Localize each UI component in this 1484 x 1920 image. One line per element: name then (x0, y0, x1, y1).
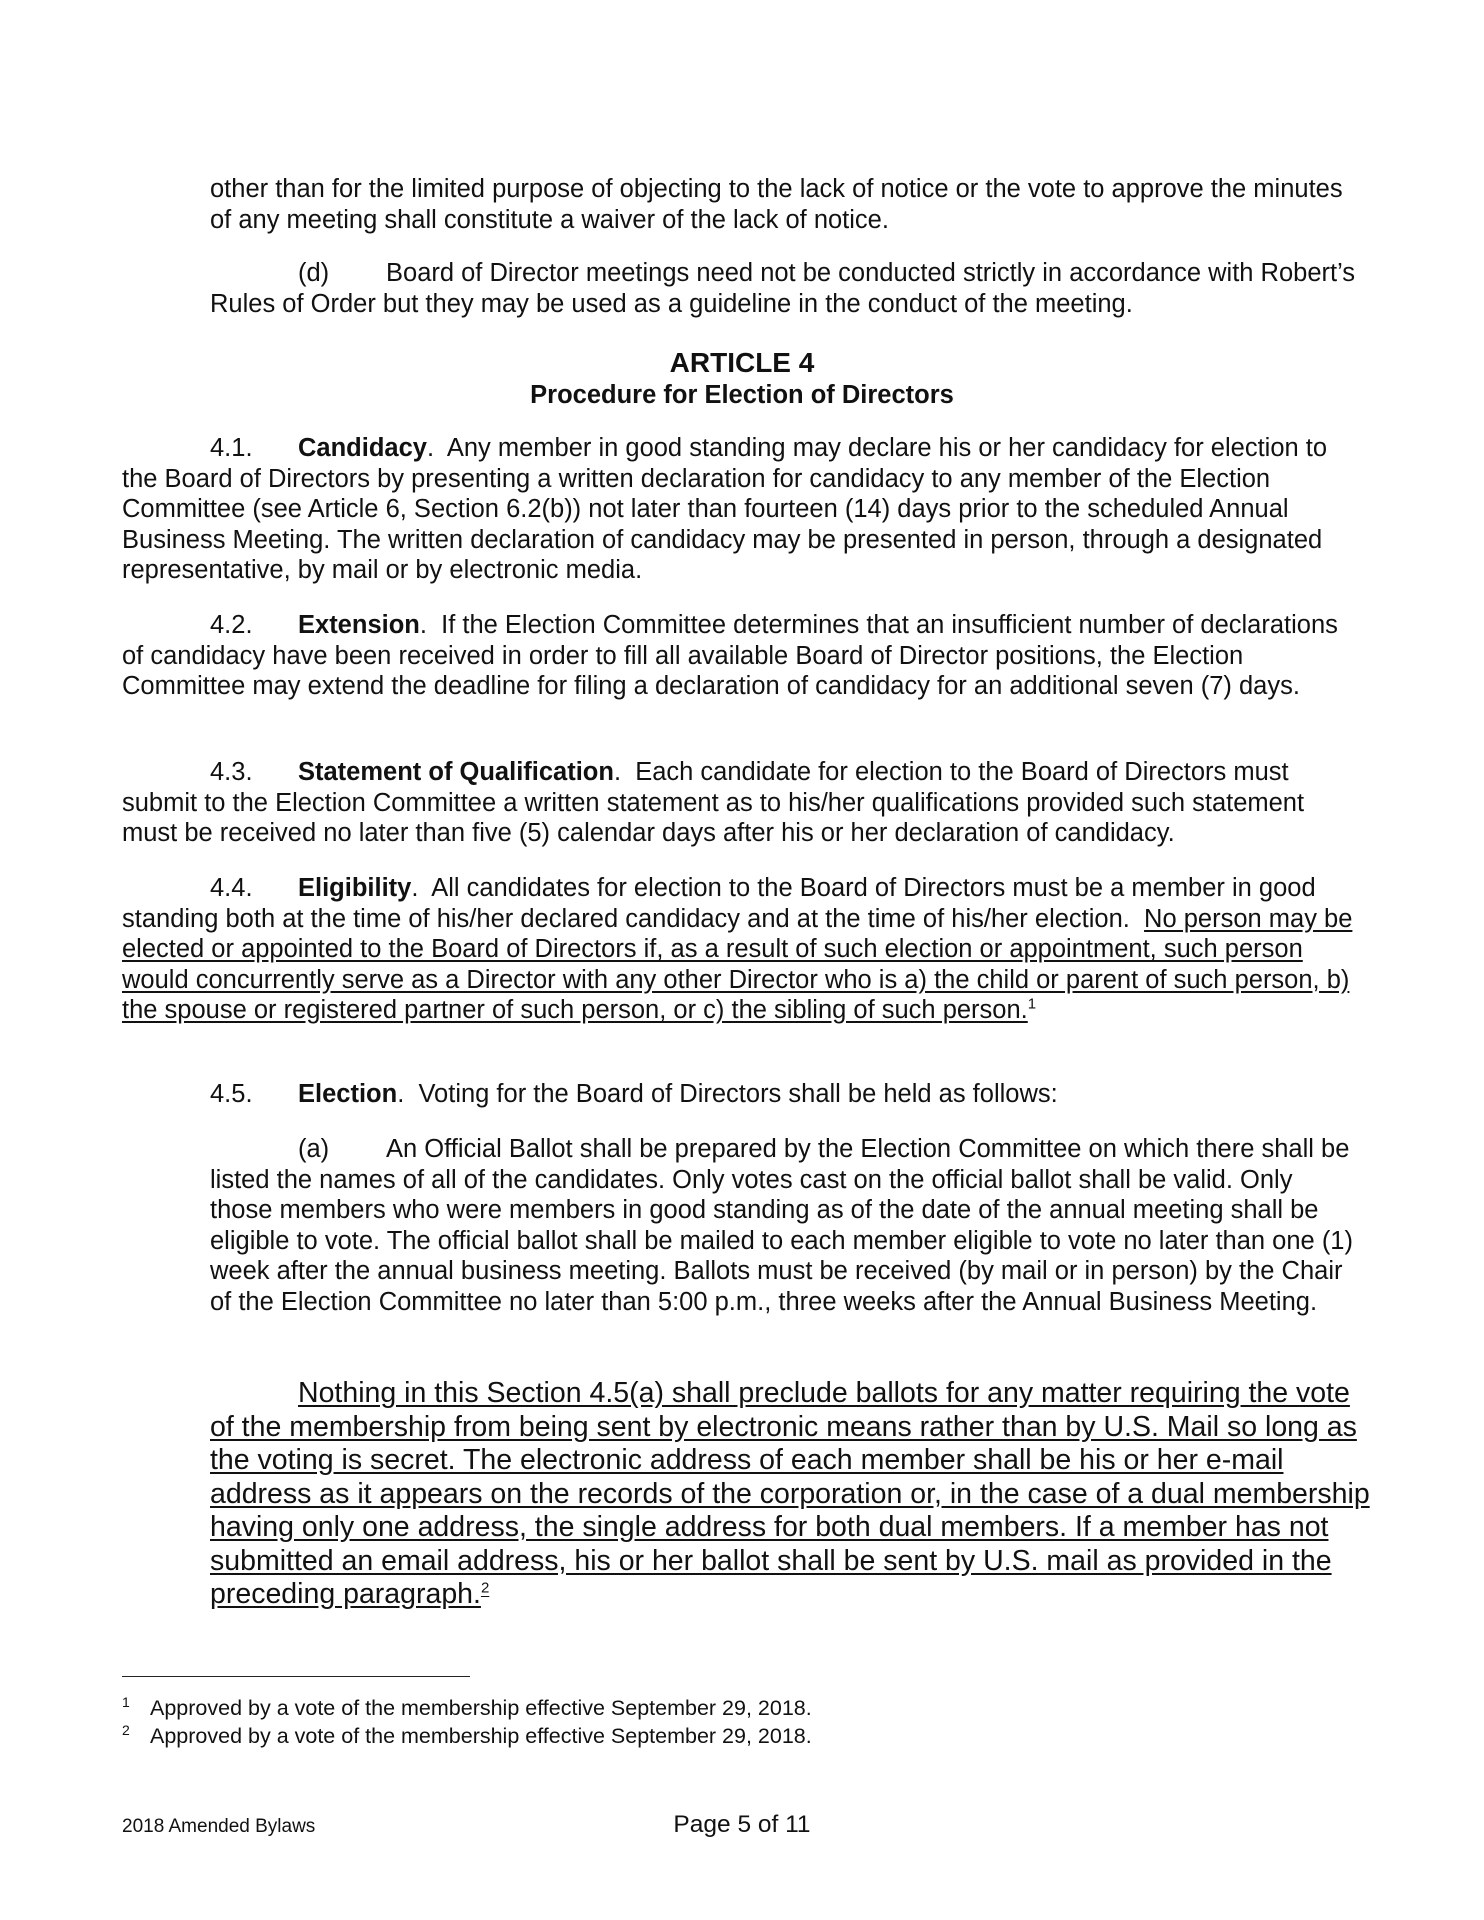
article-title: ARTICLE 4 (669, 347, 815, 378)
footnote-ref-2[interactable]: 2 (480, 1579, 490, 1597)
footnote-text: Approved by a vote of the membership effective September 29, 2018. (150, 1724, 812, 1748)
section-title: Candidacy (298, 434, 427, 462)
section-text: Any member in good standing may declare his or her candidacy for election to the Board of Directors by presenting a written declaration for candidacy to any member of the Election Committee (see Article 6, Section 6.2(b)) not later than fourteen (14) days prior to the scheduled Annual Business Meeting. The written declaration of candidacy may be presented in person, through a designated representative, by mail or by electronic media. (122, 434, 1328, 584)
footer-document-title: 2018 Amended Bylaws (122, 1816, 316, 1837)
footnote-divider (122, 1676, 470, 1677)
section-text: Each candidate for election to the Board of Directors must submit to the Election Committee a written statement as to his/her qualifications provided such statement must be received no later than five (5) calendar days after his or her declaration of candidacy. (122, 758, 1305, 847)
section-4-5: 4.5. Election. Voting for the Board of Directors shall be held as follows: (210, 1080, 1058, 1108)
section-text: If the Election Committee determines that an insufficient number of declarations of candidacy have been received in order to fill all available Board of Director positions, the Election Committee may extend the deadline for filing a declaration of candidacy for an additional seven (7) days. (122, 611, 1338, 700)
subsection-a-label: (a) (298, 1135, 330, 1163)
continuation-paragraph: other than for the limited purpose of objecting to the lack of notice or the vote to approve the minutes of any meeting shall constitute a waiver of the lack of notice. (210, 175, 1343, 234)
footnote-mark: 2 (122, 1722, 130, 1738)
section-number: 4.2. (210, 611, 253, 639)
subsection-a-text: An Official Ballot shall be prepared by the Election Committee on which there shall be listed the names of all of the candidates. Only votes cast on the official ballot shall be valid. Only those members who were members in good standing as of the date of the annual meeting shall be eligible to vote. The official ballot shall be mailed to each member eligible to vote no later than one (1) week after the annual business meeting. Ballots must be received (by mail or in person) by the Chair of the Election Committee no later than 5:00 p.m., three weeks after the Annual Business Meeting. (210, 1135, 1353, 1316)
footnote-2 (122, 1722, 1222, 1750)
footnote-mark: 1 (122, 1694, 130, 1710)
section-number: 4.3. (210, 758, 253, 786)
section-text: Voting for the Board of Directors shall be held as follows: (418, 1080, 1058, 1108)
paragraph-d-text: Board of Director meetings need not be conducted strictly in accordance with Robert’s Rules of Order but they may be used as a guideline in the conduct of the meeting. (210, 259, 1356, 318)
article-subtitle: Procedure for Election of Directors (530, 381, 954, 409)
section-title: Eligibility (298, 874, 412, 902)
amendment-text: Nothing in this Section 4.5(a) shall preclude ballots for any matter requiring the vote of the membership from being sent by electronic means rather than by U.S. Mail so long as the voting is secret. The electronic address of each member shall be his or her e-mail address as it appears on the records of the corporation or, in the case of a dual membership having only one address, the single address for both dual members. If a member has not submitted an email address, his or her ballot shall be sent by U.S. mail as provided in the preceding paragraph. (210, 1377, 1370, 1610)
section-4-1: 4.1. Candidacy. Any member in good standing may declare his or her candidacy for election to the Board of Directors by presenting a written declaration for candidacy to any member of the Election Committee (see Article 6, Section 6.2(b)) not later than fourteen (14) days prior to the scheduled Annual Business Meeting. The written declaration of candidacy may be presented in person, through a designated representative, by mail or by electronic media. (122, 434, 1328, 584)
section-number: 4.1. (210, 434, 253, 462)
section-title: Extension (298, 611, 420, 639)
footnote-1 (122, 1694, 1222, 1722)
paragraph-d (210, 258, 1360, 319)
section-title: Election (298, 1080, 398, 1108)
section-4-2: 4.2. Extension. If the Election Committee determines that an insufficient number of declarations of candidacy have been received in order to fill all available Board of Director positions, the Election Committee may extend the deadline for filing a declaration of candidacy for an additional seven (7) days. (122, 611, 1338, 700)
subsection-a (210, 1134, 1360, 1317)
section-title: Statement of Qualification (298, 758, 614, 786)
amended-eligibility-text: No person may be elected or appointed to the Board of Directors if, as a result of such election or appointment, such person would concurrently serve as a Director with any other Director who is a) the child or parent of such person, b) the spouse or registered partner of such person, or c) the sibling of such person. (122, 904, 1353, 1024)
section-number: 4.4. (210, 874, 253, 902)
paragraph-d-label: (d) (298, 259, 330, 287)
footer-page-number: Page 5 of 11 (673, 1811, 811, 1838)
amendment-paragraph (210, 1377, 1370, 1612)
footnote-ref-1[interactable]: 1 (1027, 995, 1037, 1013)
footnote-text: Approved by a vote of the membership effective September 29, 2018. (150, 1696, 812, 1720)
section-text: All candidates for election to the Board of Directors must be a member in good standing both at the time of his/her declared candidacy and at the time of his/her election. (122, 874, 1316, 933)
section-4-4: 4.4. Eligibility. All candidates for election to the Board of Directors must be a member in good standing both at the time of his/her declared candidacy and at the time of his/her election. No person may be elected or appointed to the Board of Directors if, as a result of such election or appointment, such person would concurrently serve as a Director with any other Director who is a) the child or parent of such person, b) the spouse or registered partner of such person, or c) the sibling of such person.$^1$ (122, 874, 1353, 1024)
section-number: 4.5. (210, 1080, 253, 1108)
section-4-3: 4.3. Statement of Qualification. Each candidate for election to the Board of Directors must submit to the Election Committee a written statement as to his/her qualifications provided such statement must be received no later than five (5) calendar days after his or her declaration of candidacy. (122, 758, 1305, 847)
